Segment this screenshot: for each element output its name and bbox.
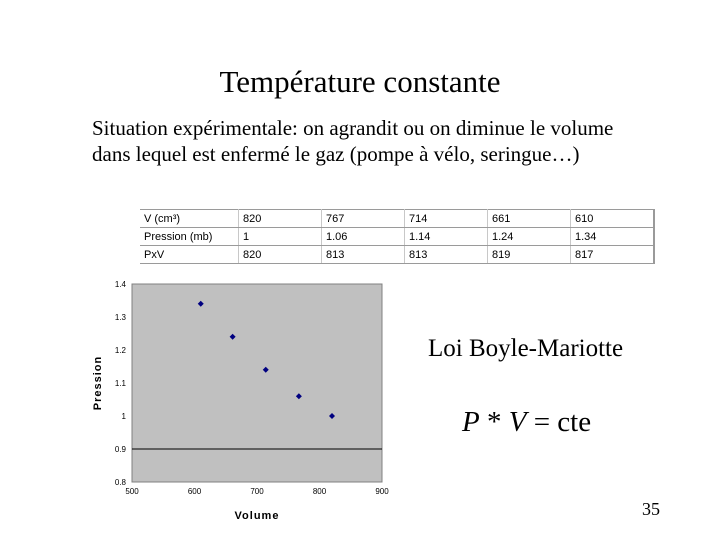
formula-volume: V (508, 406, 527, 438)
slide-title: Température constante (219, 64, 501, 99)
table-cell: 819 (488, 246, 571, 264)
law-name: Loi Boyle-Mariotte (428, 335, 624, 362)
x-axis-title: Volume (234, 510, 280, 522)
x-tick-label: 900 (375, 487, 389, 496)
table-cell: 1 (239, 228, 322, 246)
row-label-pressure: Pression (mb) (140, 228, 239, 246)
table-cell: 1.06 (322, 228, 405, 246)
formula-times: * (479, 406, 509, 438)
x-tick-label: 800 (312, 487, 327, 496)
table-cell: 817 (571, 246, 655, 264)
y-tick-label: 0.9 (114, 445, 126, 454)
table-cell: 820 (239, 246, 322, 264)
y-tick-label: 1.4 (114, 280, 126, 289)
table-cell: 610 (571, 210, 655, 228)
row-label-volume: V (cm³) (140, 210, 239, 228)
y-tick-label: 1 (121, 412, 126, 421)
plot-area (132, 284, 382, 482)
table-cell: 1.24 (488, 228, 571, 246)
y-tick-label: 1.3 (114, 313, 126, 322)
table-row (140, 228, 654, 246)
table-cell: 661 (488, 210, 571, 228)
x-tick-label: 500 (125, 487, 139, 496)
table-cell: 1.14 (405, 228, 488, 246)
formula (462, 404, 591, 440)
table-cell: 767 (322, 210, 405, 228)
y-tick-label: 1.1 (114, 379, 126, 388)
experiment-description: Situation expérimentale: on agrandit ou on diminue le volume dans lequel est enfermé le gaz (pompe à vélo, seringue…) (92, 116, 614, 166)
y-tick-label: 0.8 (114, 478, 126, 487)
y-tick-label: 1.2 (114, 346, 126, 355)
data-table (140, 209, 655, 264)
table-row (140, 210, 654, 228)
x-tick-label: 700 (250, 487, 264, 496)
pressure-volume-chart (82, 272, 398, 526)
table-cell: 820 (239, 210, 322, 228)
page-number: 35 (642, 499, 660, 519)
formula-constant: = cte (526, 406, 592, 438)
table-cell: 813 (322, 246, 405, 264)
row-label-pxv: PxV (140, 246, 239, 264)
table-cell: 1.34 (571, 228, 655, 246)
table-cell: 813 (405, 246, 488, 264)
y-axis-title: Pression (92, 355, 104, 411)
table-cell: 714 (405, 210, 488, 228)
table-row (140, 246, 654, 264)
formula-pressure: P (462, 406, 480, 438)
x-tick-label: 600 (187, 487, 202, 496)
